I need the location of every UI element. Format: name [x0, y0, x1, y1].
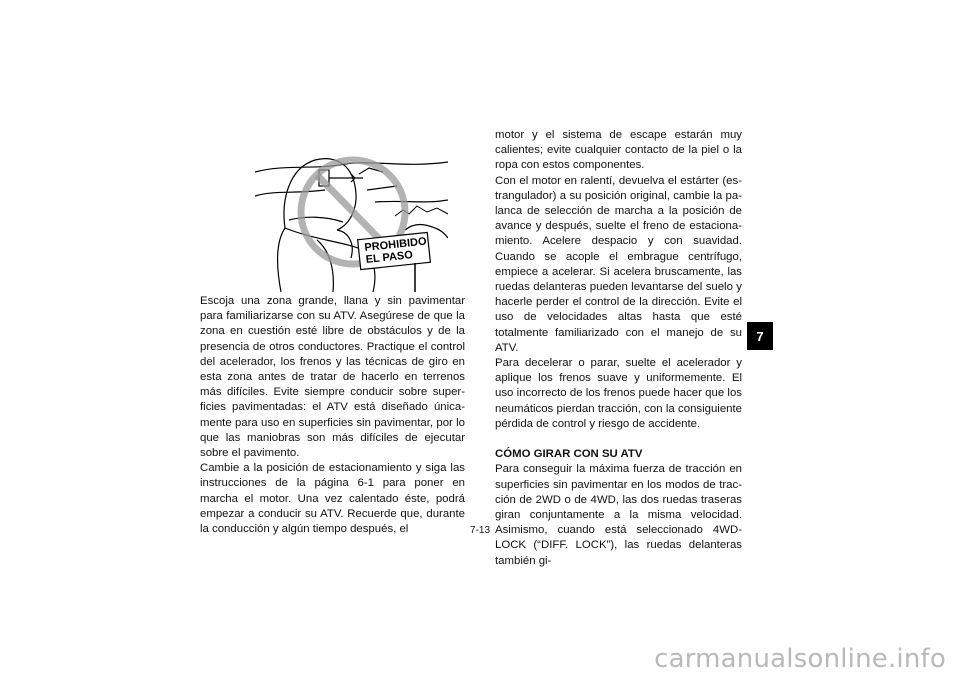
paragraph: Para conseguir la máxima fuerza de tracción en superficies sin pavimentar en los modos de tracción de 2WD o de 4WD, las dos ruedas traseras giran conjuntamente a la misma velocidad. Asimismo, cuando está seleccionado 4WD-LOCK (“DIFF. LOCK”), las ruedas delanteras también gi-: [495, 463, 742, 567]
paragraph: Escoja una zona grande, llana y sin pavimentar para familiarizarse con su ATV. Asegúrese de que la zona en cuestión esté libre de obstáculos y de la presencia de otros conductores. Practique el control del acelerador, los frenos y las técnicas de giro en esta zona antes de tratar de hacerlo en terrenos más difíciles. Evite siempre conducir sobre superficies pavimentadas: el ATV está diseñado únicamente para uso en superficies sin pavimentar, por lo que las maniobras son más difíciles de ejecutar sobre el pavimento.: [200, 295, 465, 460]
left-column: [200, 294, 465, 537]
paragraph: Para decelerar o parar, suelte el acelerador y aplique los frenos suave y uniformemente. El uso incorrecto de los frenos puede hacer que los neumáticos pierdan tracción, con la consiguiente pérdida de control y riesgo de accidente.: [495, 357, 742, 430]
paragraph: Con el motor en ralentí, devuelva el estárter (estrangulador) a su posición original, cambie la palanca de selección de marcha a la posición de avance y después, suelte el freno de estacionamiento. Acelere despacio y con suavidad. Cuando se acople el embrague centrífugo, empiece a acelerar. Si acelera bruscamente, las ruedas delanteras pueden levantarse del suelo y hacerle perder el control de la dirección. Evite el uso de velocidades altas hasta que esté totalmente familiarizado con el manejo de su ATV.: [495, 174, 742, 354]
page-number: 7-13: [469, 525, 490, 536]
chapter-tab: 7: [747, 322, 773, 350]
paragraph: motor y el sistema de escape estarán muy calientes; evite cualquier contacto de la piel o la ropa con estos componentes.: [495, 129, 742, 172]
sign-line-2: EL PASO: [365, 249, 414, 266]
paragraph: Cambie a la posición de estacionamiento y siga las instrucciones de la página 6-1 para poner en marcha el motor. Una vez calentado éste, podrá empezar a conducir su ATV. Recuerde que, durante la conducción y algún tiempo después, el: [200, 462, 465, 536]
rider-prohibited-illustration: [255, 150, 448, 292]
section-heading: CÓMO GIRAR CON SU ATV: [495, 448, 643, 461]
watermark: carmanualsonline.info: [654, 644, 946, 674]
sign-line-1: PROHIBIDO: [363, 235, 428, 255]
right-column: [495, 128, 742, 569]
